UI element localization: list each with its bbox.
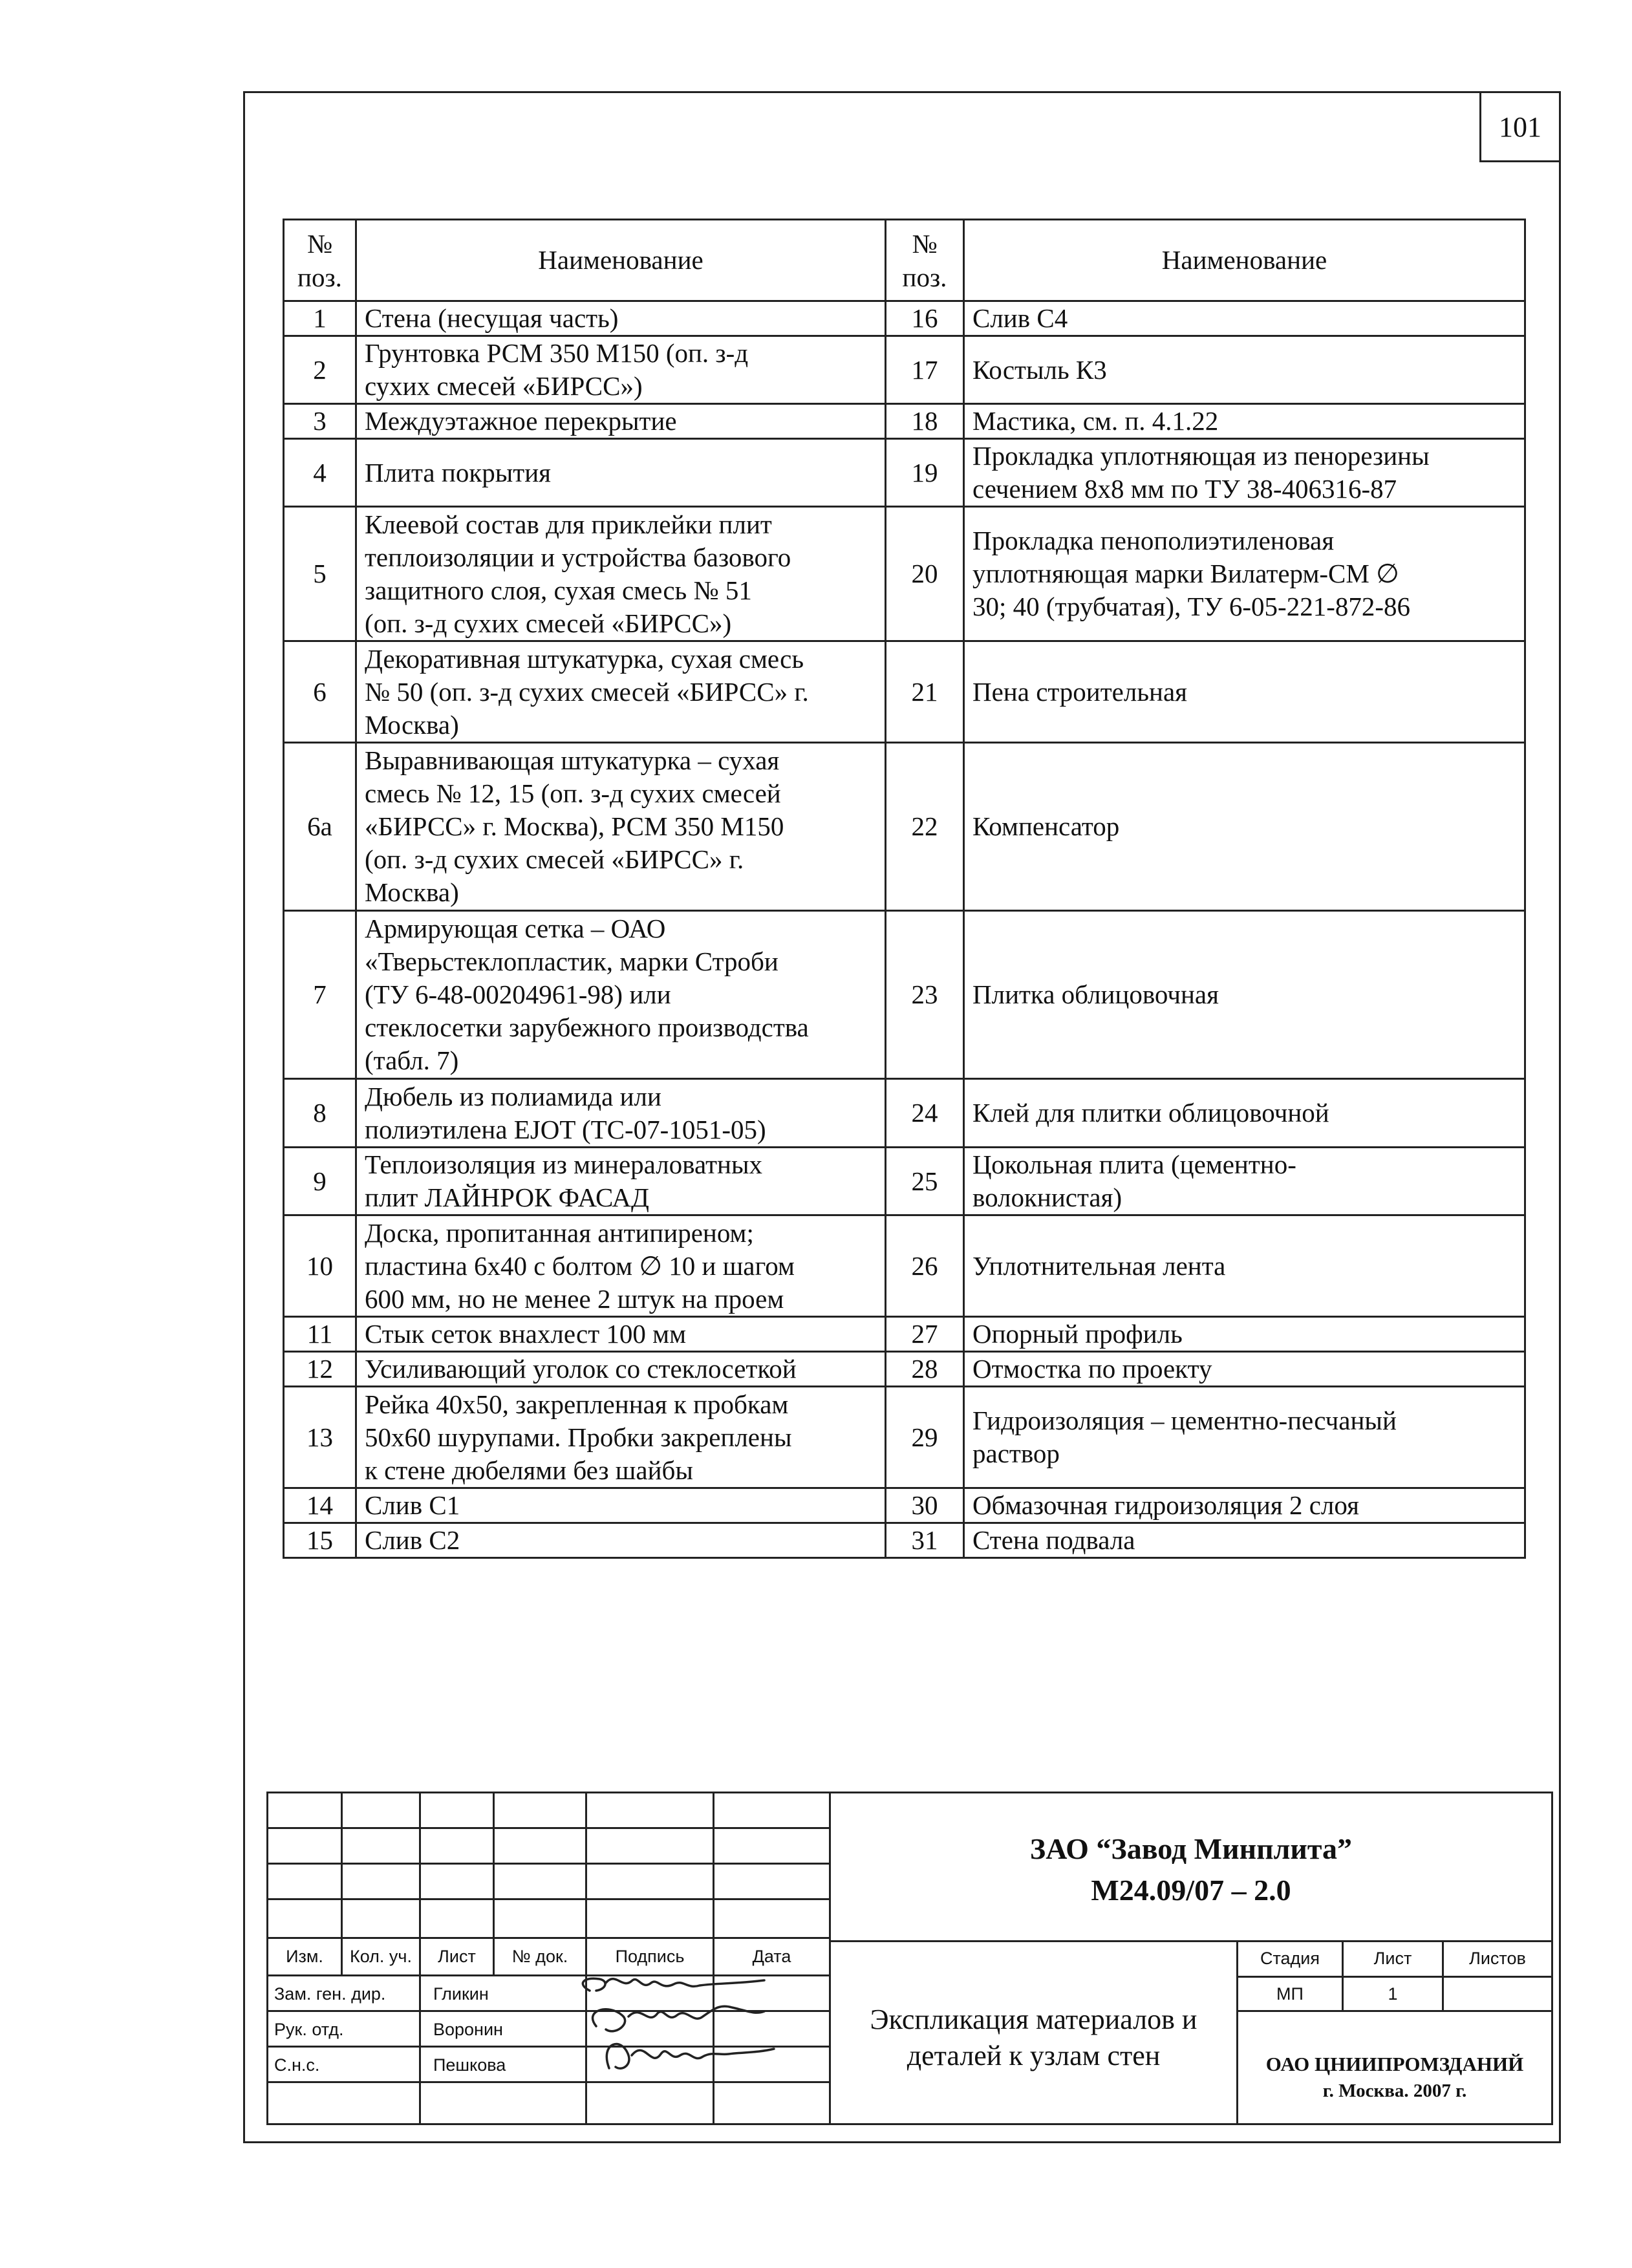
document-code: М24.09/07 – 2.0 xyxy=(1091,1874,1291,1907)
pos-cell-text: 9 xyxy=(313,1166,327,1196)
name-cell xyxy=(356,1148,886,1215)
pos-cell xyxy=(284,404,356,439)
pos-cell xyxy=(886,1488,964,1523)
table-row xyxy=(284,1523,1525,1558)
pos-cell-text: 14 xyxy=(306,1490,333,1520)
name-cell xyxy=(356,404,886,439)
name-cell-text: Костыль К3 xyxy=(972,354,1107,385)
name-cell xyxy=(356,336,886,404)
pos-cell xyxy=(886,439,964,507)
pos-header-2: № поз. xyxy=(886,220,964,301)
name-cell xyxy=(964,911,1525,1079)
pos-cell-text: 30 xyxy=(911,1490,938,1520)
name-cell-text: Слив С2 xyxy=(365,1525,460,1555)
pos-cell xyxy=(284,1387,356,1488)
name-cell-text: Отмостка по проекту xyxy=(972,1354,1212,1384)
sheet-label: Лист xyxy=(1373,1949,1412,1968)
pos-cell xyxy=(284,1488,356,1523)
pos-cell xyxy=(886,1523,964,1558)
pos-cell xyxy=(284,301,356,336)
organization: ОАО ЦНИИПРОМЗДАНИЙ xyxy=(1265,2053,1524,2075)
pos-cell-text: 4 xyxy=(313,457,327,487)
pos-cell-text: 26 xyxy=(911,1250,938,1281)
role-1: Зам. ген. дир. xyxy=(274,1984,386,2004)
pos-cell xyxy=(886,1387,964,1488)
table-row xyxy=(284,911,1525,1079)
name-cell-text: Стена подвала xyxy=(972,1525,1135,1555)
pos-cell xyxy=(284,1148,356,1215)
name-cell xyxy=(356,507,886,641)
pos-cell-text: 29 xyxy=(911,1422,938,1452)
table-row xyxy=(284,1215,1525,1317)
name-cell-text: Стык сеток внахлест 100 мм xyxy=(365,1319,687,1349)
pos-cell xyxy=(284,743,356,911)
name-cell-text: Дюбель из полиамида или полиэтилена EJOT (ТС-07-1051-05) xyxy=(365,1081,766,1144)
pos-cell-text: 18 xyxy=(911,406,938,436)
stage-label: Стадия xyxy=(1260,1949,1320,1968)
name-cell-text: Плитка облицовочная xyxy=(972,979,1219,1009)
pos-cell xyxy=(886,641,964,743)
name-cell-text: Гидроизоляция – цементно-песчаный раствор xyxy=(972,1406,1397,1468)
name-cell-text: Клеевой состав для приклейки плит теплоизоляции и устройства базового защитного слоя, сухая смесь № 51 (оп. з-д сухих смесей «БИРСС») xyxy=(365,509,791,638)
name-cell-text: Цокольная плита (цементно- волокнистая) xyxy=(972,1150,1296,1212)
pos-cell-text: 13 xyxy=(306,1422,333,1452)
name-1: Гликин xyxy=(433,1984,489,2004)
table-row xyxy=(284,301,1525,336)
name-header-2: Наименование xyxy=(964,220,1525,301)
table-row xyxy=(284,1352,1525,1387)
pos-cell-text: 19 xyxy=(911,457,938,487)
name-cell xyxy=(964,336,1525,404)
pos-cell-text: 24 xyxy=(911,1098,938,1128)
table-row xyxy=(284,404,1525,439)
name-cell xyxy=(964,1523,1525,1558)
name-cell xyxy=(356,1523,886,1558)
name-3: Пешкова xyxy=(433,2055,506,2075)
name-cell-text: Прокладка уплотняющая из пенорезины сечением 8х8 мм по ТУ 38-406316-87 xyxy=(972,441,1430,504)
pos-cell-text: 25 xyxy=(911,1166,938,1196)
name-cell xyxy=(964,301,1525,336)
name-header: Наименование xyxy=(356,220,886,301)
name-cell xyxy=(356,439,886,507)
pos-cell-text: 2 xyxy=(313,354,327,385)
pos-cell-text: 22 xyxy=(911,811,938,841)
sheet-description: Экспликация материалов и деталей к узлам стен xyxy=(870,2004,1197,2071)
name-cell xyxy=(964,1317,1525,1352)
pos-cell xyxy=(886,743,964,911)
pos-cell-text: 12 xyxy=(306,1354,333,1384)
pos-cell-text: 17 xyxy=(911,354,938,385)
table-row xyxy=(284,641,1525,743)
name-cell-text: Пена строительная xyxy=(972,676,1188,707)
table-header xyxy=(284,220,1525,301)
name-cell-text: Мастика, см. п. 4.1.22 xyxy=(972,406,1219,436)
pos-cell xyxy=(284,439,356,507)
name-cell-text: Доска, пропитанная антипиреном; пластина 6х40 с болтом ∅ 10 и шагом 600 мм, но не менее 2 штук на проем xyxy=(365,1217,795,1314)
pos-cell-text: 7 xyxy=(313,979,327,1009)
pos-cell-text: 6 xyxy=(313,676,327,707)
data-label: Дата xyxy=(752,1947,791,1966)
name-cell xyxy=(964,1079,1525,1148)
table-row xyxy=(284,336,1525,404)
podpis-label: Подпись xyxy=(615,1947,685,1966)
izm-label: Изм. xyxy=(286,1947,323,1966)
pos-cell xyxy=(284,336,356,404)
pos-cell xyxy=(886,301,964,336)
role-3: С.н.с. xyxy=(274,2055,320,2075)
pos-cell xyxy=(886,1215,964,1317)
name-cell-text: Обмазочная гидроизоляция 2 слоя xyxy=(972,1490,1359,1520)
table-row xyxy=(284,743,1525,911)
name-cell-text: Армирующая сетка – ОАО «Тверьстеклопластик, марки Строби (ТУ 6-48-00204961-98) или стеклосетки зарубежного производства (табл. 7) xyxy=(365,914,809,1075)
name-cell-text: Декоративная штукатурка, сухая смесь № 50 (оп. з-д сухих смесей «БИРСС» г. Москва) xyxy=(365,643,809,740)
list-label: Лист xyxy=(438,1947,476,1966)
pos-cell-text: 27 xyxy=(911,1319,938,1349)
pos-cell-text: 1 xyxy=(313,303,327,333)
materials-table xyxy=(283,219,1526,1559)
name-cell-text: Стена (несущая часть) xyxy=(365,303,619,333)
pos-cell xyxy=(886,507,964,641)
name-cell xyxy=(356,743,886,911)
pos-cell-text: 5 xyxy=(313,559,327,588)
name-cell xyxy=(356,911,886,1079)
pos-cell xyxy=(284,507,356,641)
name-cell-text: Плита покрытия xyxy=(365,457,552,487)
name-cell-text: Слив С1 xyxy=(365,1490,460,1520)
name-cell-text: Теплоизоляция из минераловатных плит ЛАЙНРОК ФАСАД xyxy=(365,1150,763,1212)
table-row xyxy=(284,439,1525,507)
name-cell xyxy=(356,1215,886,1317)
name-cell xyxy=(964,1387,1525,1488)
pos-cell xyxy=(284,1317,356,1352)
name-cell-text: Выравнивающая штукатурка – сухая смесь № 12, 15 (оп. з-д сухих смесей «БИРСС» г. Москва), РСМ 350 М150 (оп. з-д сухих смесей «БИРСС» г. Москва) xyxy=(365,745,784,907)
name-cell xyxy=(964,404,1525,439)
pos-cell-text: 3 xyxy=(313,406,327,436)
pos-cell-text: 21 xyxy=(911,676,938,707)
city-year: г. Москва. 2007 г. xyxy=(1322,2081,1467,2101)
name-cell xyxy=(964,743,1525,911)
name-2: Воронин xyxy=(433,2020,503,2039)
pos-cell xyxy=(284,1215,356,1317)
name-cell-text: Прокладка пенополиэтиленовая уплотняющая марки Вилатерм-СМ ∅ 30; 40 (трубчатая), ТУ 6-05-221-872-86 xyxy=(972,526,1411,621)
table-row xyxy=(284,1317,1525,1352)
name-cell xyxy=(964,439,1525,507)
name-cell xyxy=(356,1352,886,1387)
pos-cell-text: 31 xyxy=(911,1525,938,1555)
pos-cell-text: 15 xyxy=(306,1525,333,1555)
pos-header: № поз. xyxy=(284,220,356,301)
pos-cell xyxy=(886,404,964,439)
name-cell xyxy=(356,1079,886,1148)
role-2: Рук. отд. xyxy=(274,2020,344,2039)
name-cell xyxy=(356,1317,886,1352)
pos-cell xyxy=(886,911,964,1079)
name-cell xyxy=(356,301,886,336)
page-number: 101 xyxy=(1479,91,1561,162)
pos-cell-text: 28 xyxy=(911,1354,938,1384)
sheets-label: Листов xyxy=(1469,1949,1526,1968)
table-row xyxy=(284,1079,1525,1148)
company-name: ЗАО “Завод Минплита” xyxy=(1029,1832,1353,1865)
name-cell xyxy=(964,1148,1525,1215)
pos-cell-text: 20 xyxy=(911,559,938,588)
pos-cell-text: 6а xyxy=(307,811,332,841)
name-cell-text: Компенсатор xyxy=(972,811,1120,841)
name-cell-text: Усиливающий уголок со стеклосеткой xyxy=(365,1354,797,1384)
table-row xyxy=(284,1387,1525,1488)
name-cell xyxy=(964,1488,1525,1523)
name-cell-text: Опорный профиль xyxy=(972,1319,1183,1349)
pos-cell-text: 23 xyxy=(911,979,938,1009)
pos-cell-text: 11 xyxy=(306,1319,333,1349)
pos-cell xyxy=(284,1523,356,1558)
name-cell-text: Клей для плитки облицовочной xyxy=(972,1098,1329,1128)
pos-cell xyxy=(886,1079,964,1148)
name-cell xyxy=(964,1215,1525,1317)
kol-label: Кол. уч. xyxy=(350,1947,412,1966)
table-row xyxy=(284,1488,1525,1523)
name-cell xyxy=(964,641,1525,743)
table-row xyxy=(284,507,1525,641)
signatures xyxy=(570,1965,777,2101)
title-block xyxy=(266,1792,1553,2125)
stage-value: МП xyxy=(1276,1984,1304,2004)
ndok-label: № док. xyxy=(511,1947,568,1966)
name-cell-text: Уплотнительная лента xyxy=(972,1250,1226,1281)
pos-cell xyxy=(284,1352,356,1387)
name-cell-text: Слив С4 xyxy=(972,303,1068,333)
pos-cell xyxy=(886,1317,964,1352)
pos-cell xyxy=(284,1079,356,1148)
pos-cell xyxy=(284,641,356,743)
name-cell xyxy=(356,1488,886,1523)
name-cell xyxy=(356,641,886,743)
pos-cell xyxy=(886,1148,964,1215)
name-cell-text: Междуэтажное перекрытие xyxy=(365,406,677,436)
pos-cell xyxy=(886,1352,964,1387)
name-cell xyxy=(964,1352,1525,1387)
table-row xyxy=(284,1148,1525,1215)
name-cell-text: Грунтовка РСМ 350 М150 (оп. з-д сухих смесей «БИРСС») xyxy=(365,338,749,401)
name-cell xyxy=(964,507,1525,641)
name-cell xyxy=(356,1387,886,1488)
pos-cell-text: 16 xyxy=(911,303,938,333)
pos-cell-text: 10 xyxy=(306,1250,333,1281)
pos-cell xyxy=(886,336,964,404)
pos-cell-text: 8 xyxy=(313,1098,327,1128)
pos-cell xyxy=(284,911,356,1079)
sheet-value: 1 xyxy=(1388,1984,1398,2004)
name-cell-text: Рейка 40х50, закрепленная к пробкам 50х60 шурупами. Пробки закреплены к стене дюбелями без шайбы xyxy=(365,1389,792,1485)
